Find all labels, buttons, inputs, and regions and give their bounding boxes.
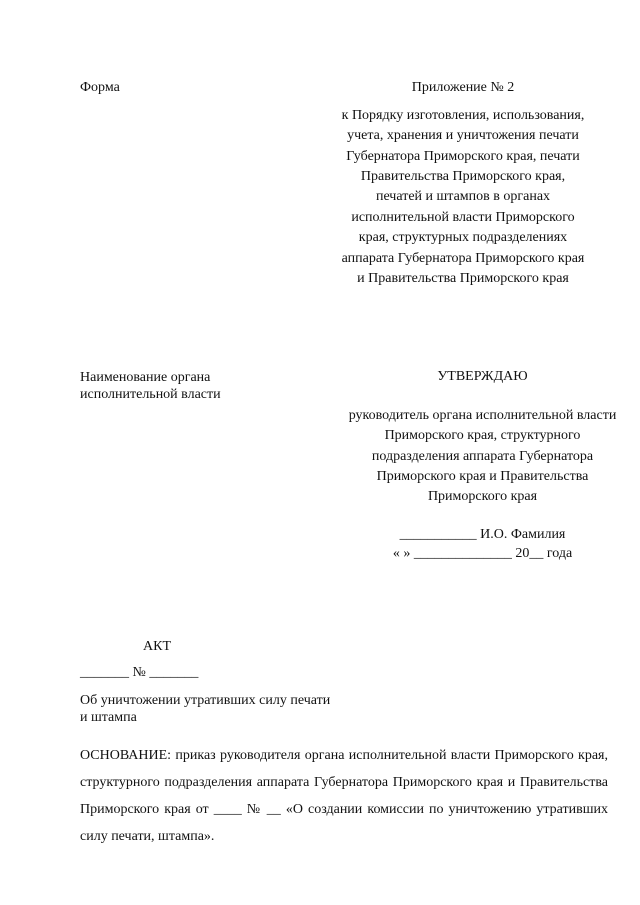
approver-position: руководитель органа исполнительной власти Приморского края, структурного подразделения аппарата Губернатора Приморского края и Правительства Приморского края: [348, 407, 617, 505]
act-title: АКТ: [143, 639, 171, 654]
appendix-text: к Порядку изготовления, использования, учета, хранения и уничтожения печати Губернатора Приморского края, печати Правительства Приморского края, печатей и штампов в органах исполнительной власти Приморского края, структурных подразделениях аппарата Губернатора Приморского края и Правительства Приморского края: [341, 107, 585, 287]
act-number-line: _______ № _______: [80, 665, 199, 680]
approval-block: [340, 369, 625, 508]
approval-title: УТВЕРЖДАЮ: [437, 369, 528, 384]
appendix-title: Приложение № 2: [411, 80, 515, 95]
act-subject: Об уничтожении утративших силу печати и штампа: [80, 693, 331, 725]
appendix-block: [338, 80, 588, 289]
form-label: Форма: [80, 80, 120, 95]
signature-line: ___________ И.О. Фамилия: [399, 527, 566, 542]
date-line: « » ______________ 20__ года: [392, 546, 573, 561]
act-basis-paragraph: ОСНОВАНИЕ: приказ руководителя органа исполнительной власти Приморского края, структурного подразделения аппарата Губернатора Приморского края и Правительства Приморского края от ____ № __ «О создании комиссии по уничтожению утративших силу печати, штампа».: [80, 748, 608, 844]
org-name-label: Наименование органа исполнительной власти: [80, 370, 221, 402]
